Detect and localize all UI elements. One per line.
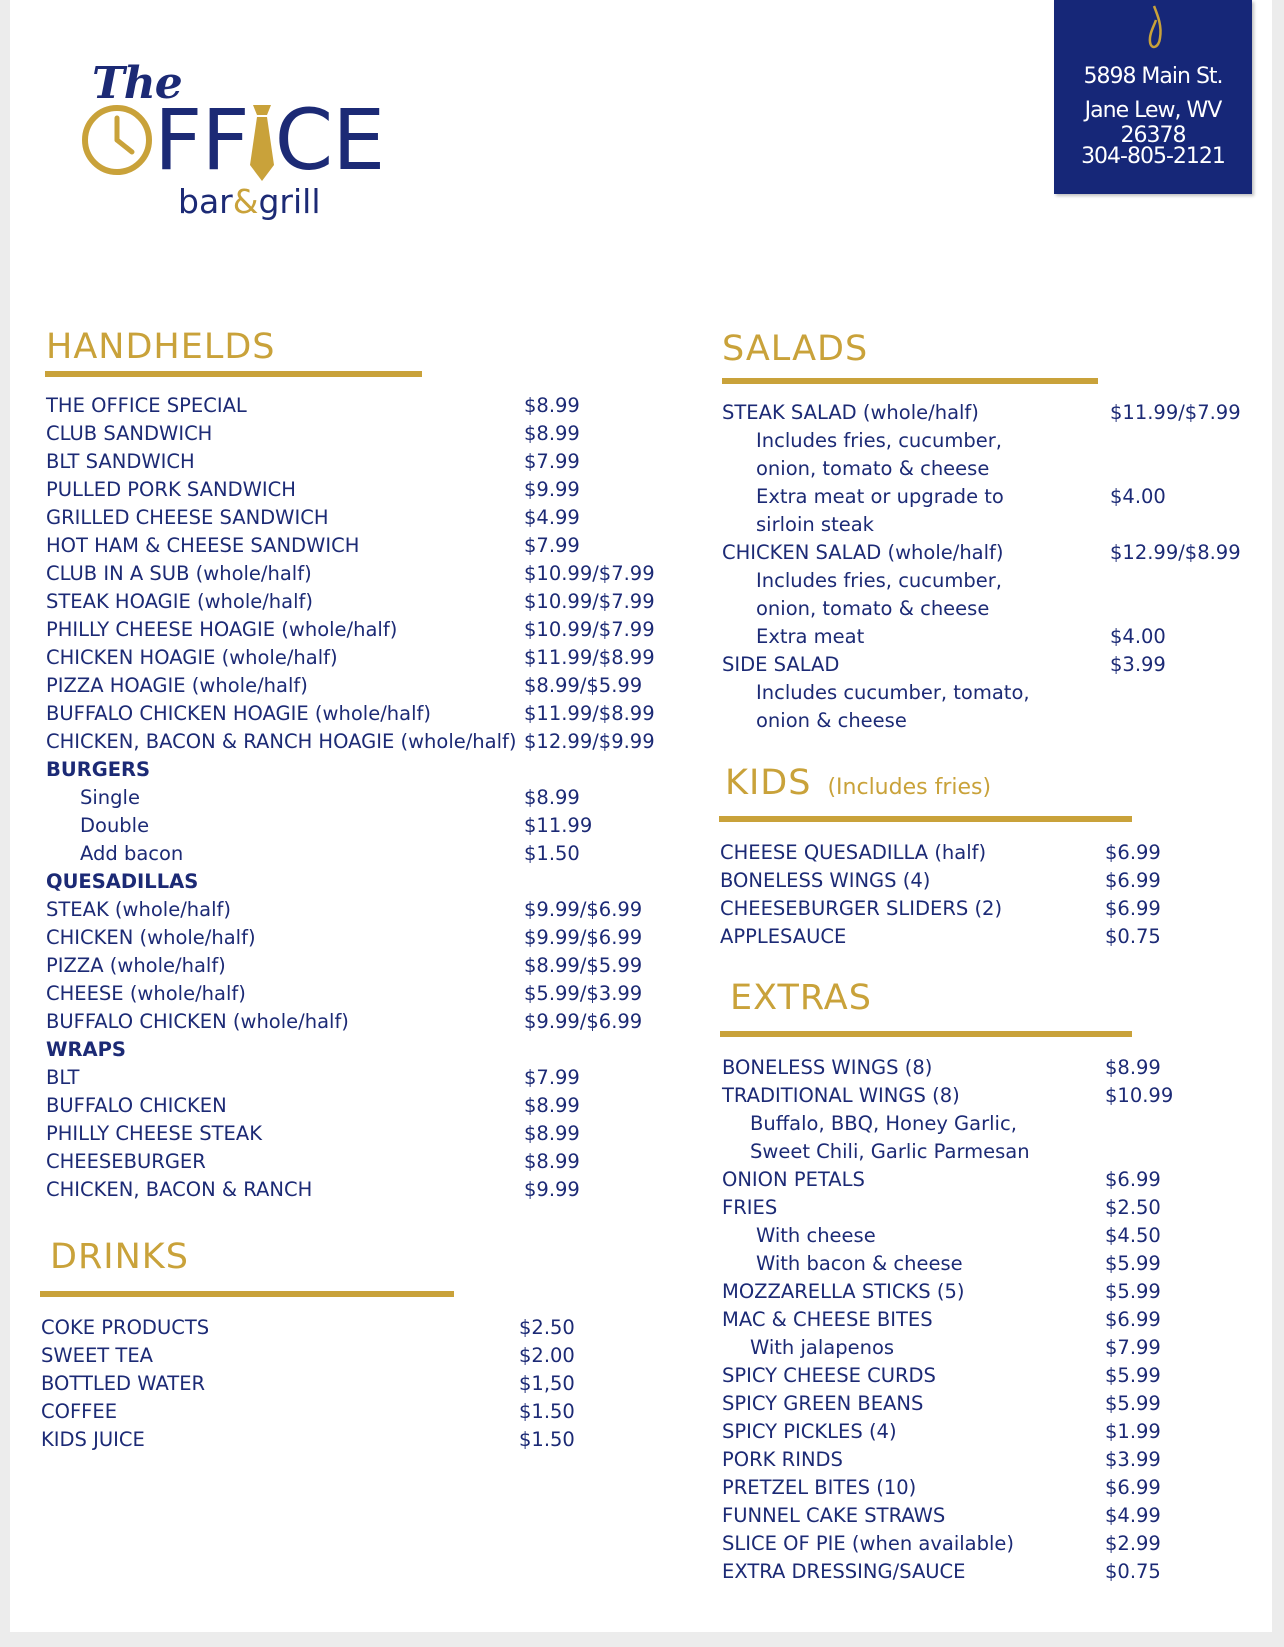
menu-item-name: PHILLY CHEESE STEAK [46, 1122, 262, 1145]
menu-item-price: $9.99/$6.99 [524, 898, 643, 921]
menu-item-price: $10.99 [1105, 1084, 1174, 1107]
menu-item [46, 476, 686, 504]
menu-item [720, 839, 1260, 867]
menu-item-name: CHICKEN, BACON & RANCH [46, 1178, 313, 1201]
tie-mark-icon [1144, 4, 1168, 54]
menu-item [46, 588, 686, 616]
menu-item-price: $6.99 [1105, 1308, 1161, 1331]
menu-item-price: $5.99 [1105, 1280, 1161, 1303]
menu-item-price: $3.99 [1105, 1448, 1161, 1471]
menu-item-name: FRIES [722, 1196, 778, 1219]
menu-item-name: COFFEE [41, 1400, 118, 1423]
menu-item-name: MAC & CHEESE BITES [722, 1308, 933, 1331]
menu-item-price: $6.99 [1105, 841, 1161, 864]
menu-item [46, 1008, 686, 1036]
menu-item [722, 1166, 1262, 1194]
menu-item-price: $9.99 [524, 1178, 580, 1201]
menu-item-name: ONION PETALS [722, 1168, 865, 1191]
necktie-icon [247, 97, 277, 183]
menu-item [720, 867, 1260, 895]
menu-item [722, 1362, 1262, 1390]
menu-item-price: $11.99/$8.99 [524, 646, 655, 669]
menu-item-price: $6.99 [1105, 897, 1161, 920]
menu-item-price: $8.99 [524, 786, 580, 809]
menu-item-note [46, 812, 686, 840]
menu-item-name: With jalapenos [750, 1336, 895, 1359]
menu-item-price: $8.99 [524, 394, 580, 417]
menu-item [46, 1176, 686, 1204]
menu-item-price: $9.99 [524, 478, 580, 501]
menu-item-price: $0.75 [1105, 1560, 1161, 1583]
address-phone[interactable]: 304-805-2121 [1081, 144, 1225, 169]
menu-item-name: SPICY CHEESE CURDS [722, 1364, 936, 1387]
menu-item [722, 1194, 1262, 1222]
menu-item [722, 1054, 1262, 1082]
logo-letters-ff: FF [154, 91, 249, 189]
menu-item-name: KIDS JUICE [41, 1428, 145, 1451]
menu-item-name: PIZZA (whole/half) [46, 954, 226, 977]
section-title-extras: EXTRAS [730, 978, 872, 1018]
menu-item-name: With cheese [756, 1224, 876, 1247]
menu-item-name: STEAK (whole/half) [46, 898, 231, 921]
menu-item-price: $4.99 [524, 506, 580, 529]
menu-item [41, 1342, 681, 1370]
menu-item [46, 644, 686, 672]
menu-item-name: THE OFFICE SPECIAL [46, 394, 247, 417]
menu-item-name: BURGERS [46, 758, 151, 781]
menu-item-price: $2.50 [519, 1316, 575, 1339]
menu-item-name: MOZZARELLA STICKS (5) [722, 1280, 965, 1303]
menu-item-name: Buffalo, BBQ, Honey Garlic, [750, 1112, 1017, 1135]
menu-item-name: QUESADILLAS [46, 870, 199, 893]
address-box [1054, 0, 1252, 194]
menu-item-name: SPICY PICKLES (4) [722, 1420, 897, 1443]
menu-item-price: $11.99/$8.99 [524, 702, 655, 725]
menu-item-price: $1.99 [1105, 1420, 1161, 1443]
menu-item-price: $6.99 [1105, 1168, 1161, 1191]
menu-item-name: CHEESE QUESADILLA (half) [720, 841, 987, 864]
menu-item [46, 700, 686, 728]
menu-item [46, 1064, 686, 1092]
menu-item-name: TRADITIONAL WINGS (8) [722, 1084, 960, 1107]
menu-item-note [722, 679, 1262, 707]
menu-item-price: $2.99 [1105, 1532, 1161, 1555]
menu-item-price: $7.99 [524, 450, 580, 473]
menu-category [46, 756, 686, 784]
menu-item-price: $8.99 [524, 422, 580, 445]
menu-item-note [722, 567, 1262, 595]
menu-item-price: $8.99 [524, 1094, 580, 1117]
menu-item-note [722, 707, 1262, 735]
section-title-salads: SALADS [722, 329, 869, 369]
menu-item-name: CHEESEBURGER SLIDERS (2) [720, 897, 1003, 920]
menu-item [46, 616, 686, 644]
menu-item-price: $9.99/$6.99 [524, 1010, 643, 1033]
menu-item-price: $5.99 [1105, 1392, 1161, 1415]
menu-item-note [722, 455, 1262, 483]
menu-item-price: $4.50 [1105, 1224, 1161, 1247]
menu-item-name: SLICE OF PIE (when available) [722, 1532, 1015, 1555]
logo-wordmark [80, 90, 384, 190]
menu-item-name: onion & cheese [756, 709, 907, 732]
menu-item-name: WRAPS [46, 1038, 126, 1061]
restaurant-logo [80, 50, 460, 230]
menu-item [722, 1082, 1262, 1110]
section-rule [40, 1291, 454, 1297]
menu-item-name: PIZZA HOAGIE (whole/half) [46, 674, 308, 697]
menu-item [41, 1314, 681, 1342]
menu-page [10, 0, 1272, 1632]
menu-item [46, 924, 686, 952]
menu-item [46, 1120, 686, 1148]
menu-item-price: $8.99 [1105, 1056, 1161, 1079]
menu-item-price: $12.99/$8.99 [1110, 541, 1241, 564]
menu-item [46, 504, 686, 532]
menu-item [722, 539, 1262, 567]
menu-item [46, 980, 686, 1008]
menu-item-note [722, 1334, 1262, 1362]
menu-item [722, 651, 1262, 679]
menu-item [720, 923, 1260, 951]
section-rule [45, 371, 422, 377]
menu-item-name: GRILLED CHEESE SANDWICH [46, 506, 329, 529]
section-rule [719, 816, 1132, 822]
section-title-drinks: DRINKS [50, 1237, 189, 1277]
menu-item-name: CHICKEN SALAD (whole/half) [722, 541, 1004, 564]
menu-item-name: BUFFALO CHICKEN HOAGIE (whole/half) [46, 702, 431, 725]
menu-item-name: With bacon & cheese [756, 1252, 963, 1275]
menu-item [722, 1502, 1262, 1530]
logo-letters-ce: CE [274, 91, 385, 189]
menu-item-name: STEAK HOAGIE (whole/half) [46, 590, 314, 613]
menu-item-name: CHEESE (whole/half) [46, 982, 246, 1005]
menu-item-price: $4.00 [1110, 625, 1166, 648]
menu-item [46, 1148, 686, 1176]
menu-item-name: PHILLY CHEESE HOAGIE (whole/half) [46, 618, 398, 641]
menu-item [722, 1278, 1262, 1306]
menu-item [46, 532, 686, 560]
menu-item-price: $1.50 [519, 1400, 575, 1423]
menu-item-name: PORK RINDS [722, 1448, 843, 1471]
section-rule [722, 378, 1098, 384]
menu-item [46, 420, 686, 448]
menu-item [722, 1474, 1262, 1502]
menu-item-name: COKE PRODUCTS [41, 1316, 210, 1339]
kids-subtitle: (Includes fries) [827, 775, 992, 800]
menu-item-price: $11.99 [524, 814, 593, 837]
menu-item [722, 1390, 1262, 1418]
menu-item-price: $5.99/$3.99 [524, 982, 643, 1005]
menu-item-price: $1,50 [519, 1372, 575, 1395]
menu-item-name: EXTRA DRESSING/SAUCE [722, 1560, 966, 1583]
menu-item-price: $10.99/$7.99 [524, 590, 655, 613]
logo-the-text: The [92, 58, 182, 109]
menu-item-name: Add bacon [80, 842, 184, 865]
menu-item-note [722, 1222, 1262, 1250]
menu-item [46, 448, 686, 476]
menu-category [46, 1036, 686, 1064]
menu-item [41, 1426, 681, 1454]
menu-item [41, 1370, 681, 1398]
address-street: 5898 Main St. [1083, 64, 1223, 89]
menu-item-note [722, 595, 1262, 623]
menu-item [46, 728, 686, 756]
menu-item-price: $2.00 [519, 1344, 575, 1367]
menu-item-note [722, 1250, 1262, 1278]
menu-item-name: Sweet Chili, Garlic Parmesan [750, 1140, 1030, 1163]
section-title-handhelds: HANDHELDS [46, 327, 276, 367]
menu-item-name: BONELESS WINGS (4) [720, 869, 931, 892]
menu-item-note [722, 427, 1262, 455]
menu-item-name: STEAK SALAD (whole/half) [722, 401, 979, 424]
menu-item [46, 560, 686, 588]
menu-item-name: BONELESS WINGS (8) [722, 1056, 933, 1079]
menu-item-name: Single [80, 786, 140, 809]
menu-item-price: $9.99/$6.99 [524, 926, 643, 949]
menu-item [41, 1398, 681, 1426]
clock-icon [80, 103, 154, 177]
menu-item-note [722, 623, 1262, 651]
menu-item-price: $10.99/$7.99 [524, 562, 655, 585]
menu-item-name: CHICKEN (whole/half) [46, 926, 256, 949]
menu-item-name: onion, tomato & cheese [756, 597, 990, 620]
menu-item-name: BUFFALO CHICKEN (whole/half) [46, 1010, 349, 1033]
menu-category [46, 868, 686, 896]
menu-item-price: $6.99 [1105, 869, 1161, 892]
menu-item-price: $6.99 [1105, 1476, 1161, 1499]
menu-item-name: Extra meat [756, 625, 865, 648]
menu-item-name: PRETZEL BITES (10) [722, 1476, 917, 1499]
menu-item-price: $0.75 [1105, 925, 1161, 948]
menu-item-name: CHEESEBURGER [46, 1150, 206, 1173]
menu-item-price: $8.99 [524, 1150, 580, 1173]
menu-item-note [46, 840, 686, 868]
menu-item-name: SWEET TEA [41, 1344, 153, 1367]
menu-item-name: BLT SANDWICH [46, 450, 195, 473]
menu-item-price: $5.99 [1105, 1364, 1161, 1387]
salads-list [722, 399, 1262, 735]
menu-item-note [722, 1110, 1262, 1138]
menu-item-price: $4.99 [1105, 1504, 1161, 1527]
section-rule [720, 1031, 1132, 1037]
menu-item [722, 399, 1262, 427]
menu-item-price: $1.50 [519, 1428, 575, 1451]
menu-item [722, 1558, 1262, 1586]
menu-item-price: $12.99/$9.99 [524, 730, 655, 753]
extras-list [722, 1054, 1262, 1586]
logo-subtitle: bar&grill [178, 182, 321, 221]
menu-item-price: $5.99 [1105, 1252, 1161, 1275]
menu-item [720, 895, 1260, 923]
menu-item-price: $8.99/$5.99 [524, 954, 643, 977]
menu-item-name: Extra meat or upgrade to [756, 485, 1004, 508]
menu-item-price: $8.99/$5.99 [524, 674, 643, 697]
menu-item-name: BLT [46, 1066, 80, 1089]
menu-item [722, 1418, 1262, 1446]
menu-item-name: Includes fries, cucumber, [756, 429, 1002, 452]
menu-item-name: Includes fries, cucumber, [756, 569, 1002, 592]
menu-item-note [46, 784, 686, 812]
menu-item-name: CHICKEN, BACON & RANCH HOAGIE (whole/half) [46, 730, 517, 753]
menu-item [46, 1092, 686, 1120]
menu-item-name: Includes cucumber, tomato, [756, 681, 1030, 704]
menu-item-note [722, 483, 1262, 511]
menu-item-name: CLUB IN A SUB (whole/half) [46, 562, 312, 585]
menu-item [722, 1446, 1262, 1474]
menu-item-name: Double [80, 814, 150, 837]
menu-item-price: $2.50 [1105, 1196, 1161, 1219]
menu-item-name: SIDE SALAD [722, 653, 840, 676]
menu-item-price: $7.99 [524, 534, 580, 557]
address-city: Jane Lew, WV 26378 [1084, 98, 1222, 148]
menu-item-note [722, 1138, 1262, 1166]
menu-item [46, 392, 686, 420]
menu-item-price: $10.99/$7.99 [524, 618, 655, 641]
menu-item-name: HOT HAM & CHEESE SANDWICH [46, 534, 360, 557]
menu-item-price: $3.99 [1110, 653, 1166, 676]
drinks-list [41, 1314, 681, 1454]
menu-item-name: FUNNEL CAKE STRAWS [722, 1504, 946, 1527]
menu-item [46, 672, 686, 700]
menu-item [722, 1306, 1262, 1334]
menu-item [46, 896, 686, 924]
menu-item-price: $11.99/$7.99 [1110, 401, 1241, 424]
menu-item-name: APPLESAUCE [720, 925, 847, 948]
menu-item-note [722, 511, 1262, 539]
menu-item [46, 952, 686, 980]
menu-item-price: $7.99 [1105, 1336, 1161, 1359]
menu-item-price: $7.99 [524, 1066, 580, 1089]
kids-list [720, 839, 1260, 951]
menu-item [722, 1530, 1262, 1558]
section-title-kids: KIDS (Includes fries) [725, 763, 992, 803]
menu-item-price: $8.99 [524, 1122, 580, 1145]
menu-item-name: CHICKEN HOAGIE (whole/half) [46, 646, 338, 669]
menu-item-price: $1.50 [524, 842, 580, 865]
menu-item-name: PULLED PORK SANDWICH [46, 478, 296, 501]
menu-item-name: sirloin steak [756, 513, 874, 536]
menu-item-name: CLUB SANDWICH [46, 422, 213, 445]
menu-item-name: SPICY GREEN BEANS [722, 1392, 924, 1415]
menu-item-price: $4.00 [1110, 485, 1166, 508]
menu-item-name: BUFFALO CHICKEN [46, 1094, 227, 1117]
menu-item-name: onion, tomato & cheese [756, 457, 990, 480]
handhelds-list [46, 392, 686, 1204]
menu-item-name: BOTTLED WATER [41, 1372, 206, 1395]
